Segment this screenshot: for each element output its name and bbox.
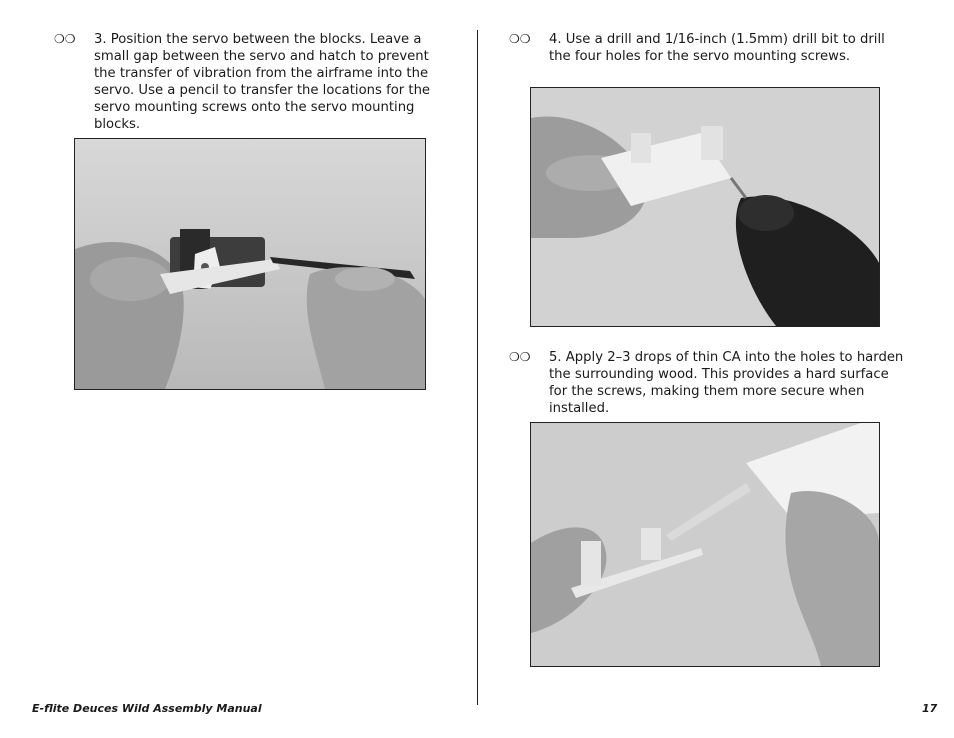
manual-title: E-flite Deuces Wild Assembly Manual [32,702,262,715]
checkbox-icon[interactable]: ❍❍ [509,32,531,46]
checkbox-icon[interactable]: ❍❍ [509,350,531,364]
column-divider [477,30,478,705]
step-4-text: 4. Use a drill and 1/16-inch (1.5mm) drill bit to drill the four holes for the servo mounting screws. [549,32,885,64]
step-3-photo [74,138,426,390]
step-3-text: 3. Position the servo between the blocks. Leave a small gap between the servo and hatch to prevent the transfer of vibration from the airframe into the servo. Use a pencil to transfer the locations for the servo mounting screws onto the servo mounting blocks. [94,32,431,132]
step-5-text: 5. Apply 2–3 drops of thin CA into the holes to harden the surrounding wood. This provides a hard surface for the screws, making them more secure when installed. [549,350,904,416]
step-5-photo [530,422,880,667]
step-4-photo [530,87,880,327]
page-number: 17 [922,702,938,715]
checkbox-icon[interactable]: ❍❍ [54,32,76,46]
